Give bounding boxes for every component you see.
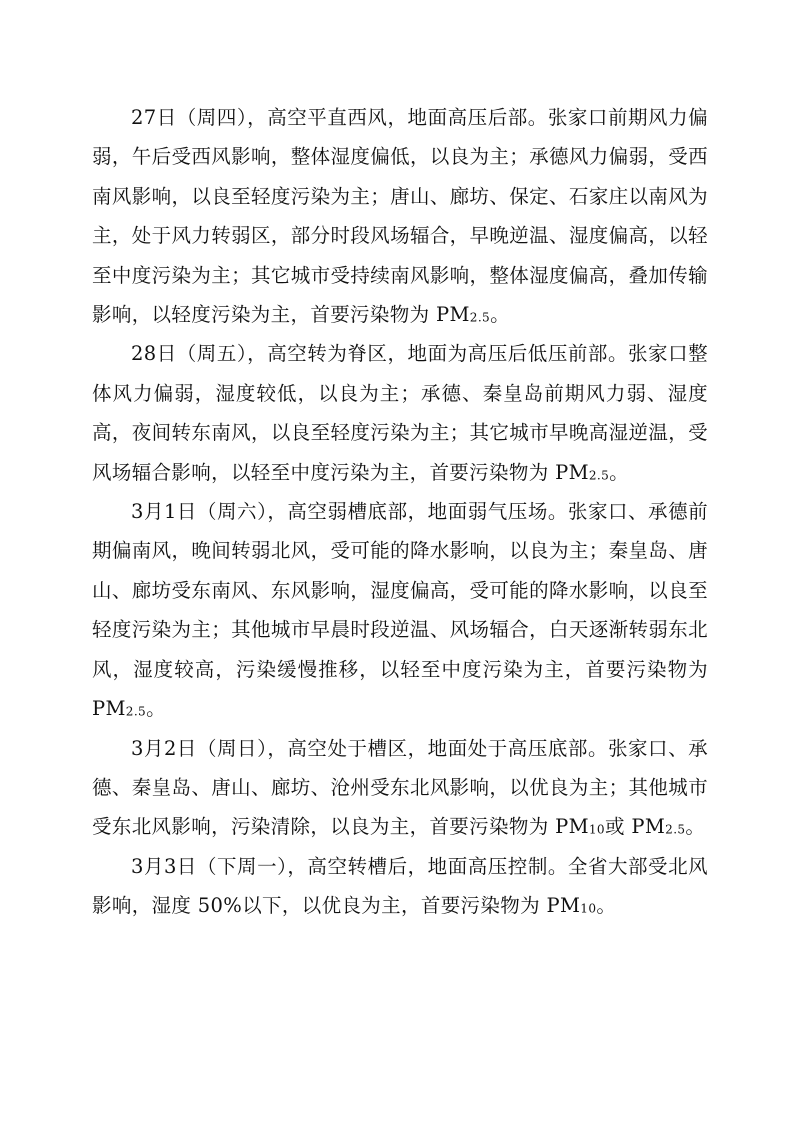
paragraph-text: 。: [490, 303, 510, 327]
paragraph-text: 。: [146, 697, 166, 721]
pm-subscript: 2.5: [469, 310, 491, 325]
paragraph-march-3: [92, 847, 708, 926]
pm-subscript: 2.5: [665, 822, 686, 837]
paragraph-text: 3月3日（下周一），高空转槽后，地面高压控制。全省大部受北风影响，湿度 50%以下，以优良为主，首要污染物为 PM: [92, 854, 708, 918]
paragraph-text: 28日（周五），高空转为脊区，地面为高压后低压前部。张家口整体风力偏弱，湿度较低，以良为主；承德、秦皇岛前期风力弱、湿度高，夜间转东南风，以良至轻度污染为主；其它城市早晚高湿逆温，受风场辐合影响，以轻至中度污染为主，首要污染物为 PM: [92, 342, 708, 484]
paragraph-text: 3月1日（周六），高空弱槽底部，地面弱气压场。张家口、承德前期偏南风，晚间转弱北风，受可能的降水影响，以良为主；秦皇岛、唐山、廊坊受东南风、东风影响，湿度偏高，受可能的降水影响，以良至轻度污染为主；其他城市早晨时段逆温、风场辐合，白天逐渐转弱东北风，湿度较高，污染缓慢推移，以轻至中度污染为主，首要污染物为 PM: [92, 500, 708, 721]
paragraph-march-2: [92, 729, 708, 847]
paragraph-text: 。: [596, 894, 617, 918]
pm-subscript: 2.5: [125, 704, 147, 719]
paragraph-day-27: [92, 98, 708, 334]
paragraph-march-1: [92, 492, 708, 728]
pm-subscript: 2.5: [588, 468, 610, 483]
paragraph-text: 。: [609, 460, 630, 484]
paragraph-text: 27日（周四），高空平直西风，地面高压后部。张家口前期风力偏弱，午后受西风影响，整体湿度偏低，以良为主；承德风力偏弱，受西南风影响，以良至轻度污染为主；唐山、廊坊、保定、石家庄以南风为主，处于风力转弱区，部分时段风场辐合，早晚逆温、湿度偏高，以轻至中度污染为主；其它城市受持续南风影响，整体湿度偏高，叠加传输影响，以轻度污染为主，首要污染物为 PM: [92, 106, 708, 327]
pm-subscript: 10: [580, 901, 597, 916]
pm-subscript: 10: [588, 822, 605, 837]
paragraph-text: 或 PM: [604, 815, 666, 839]
paragraph-text: 。: [685, 815, 706, 839]
paragraph-day-28: [92, 334, 708, 492]
paragraph-text: 3月2日（周日），高空处于槽区，地面处于高压底部。张家口、承德、秦皇岛、唐山、廊坊、沧州受东北风影响，以优良为主；其他城市受东北风影响，污染清除，以良为主，首要污染物为 PM: [92, 736, 708, 839]
forecast-text-body: [92, 98, 708, 926]
